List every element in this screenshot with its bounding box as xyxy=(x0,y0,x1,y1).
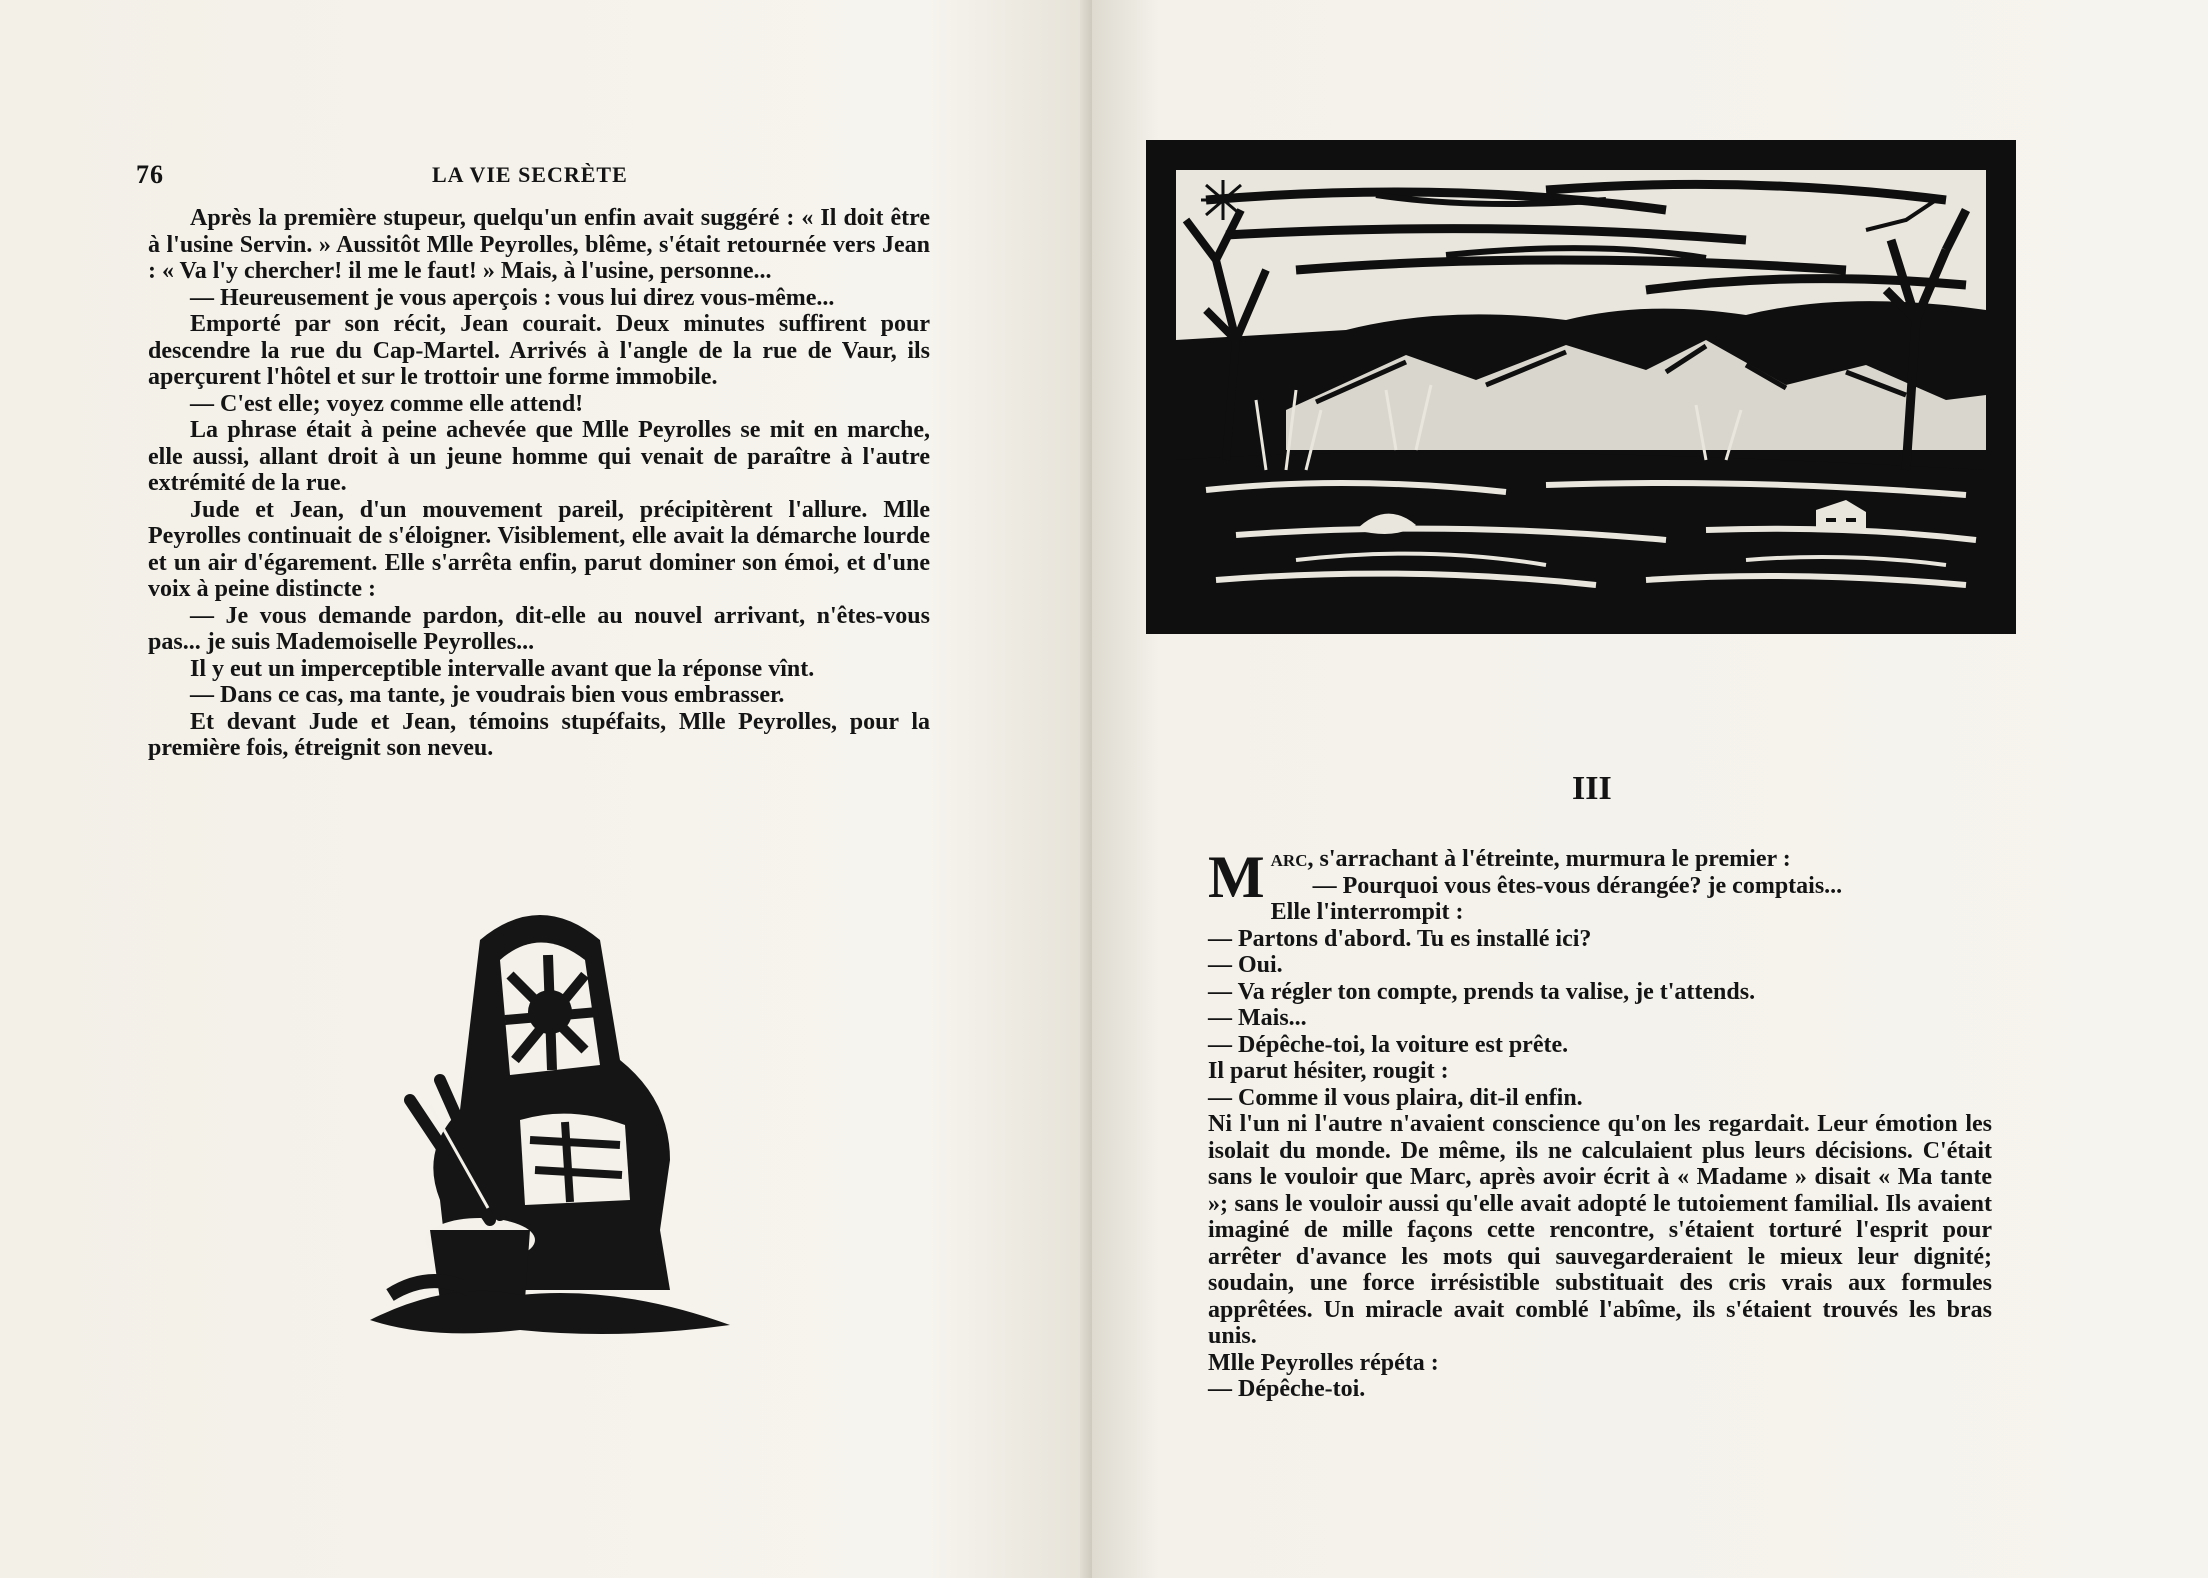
opening-rest: s'arrachant à l'étreinte, murmura le premier : xyxy=(1313,846,1791,872)
paragraph: Il parut hésiter, rougit : xyxy=(1208,1058,1449,1084)
woodcut-landscape xyxy=(1146,140,2016,634)
paragraph: — Je vous demande pardon, dit-elle au nouvel arrivant, n'êtes-vous pas... je suis Mademoiselle Peyrolles... xyxy=(148,602,930,655)
paragraph: Et devant Jude et Jean, témoins stupéfaits, Mlle Peyrolles, pour la première fois, étreignit son neveu. xyxy=(148,708,930,761)
chapter-number: III xyxy=(1572,770,1612,807)
right-text-block xyxy=(1208,846,1992,1403)
paragraph: Mlle Peyrolles répéta : xyxy=(1208,1349,1439,1376)
paragraph: La phrase était à peine achevée que Mlle Peyrolles se mit en marche, elle aussi, allant droit à un jeune homme qui venait de paraître à l'autre extrémité de la rue. xyxy=(148,417,930,496)
paragraph: — Heureusement je vous aperçois : vous lui direz vous-même... xyxy=(190,284,835,311)
paragraph: Il y eut un imperceptible intervalle avant que la réponse vînt. xyxy=(190,655,815,682)
paragraph: — Dépêche-toi. xyxy=(1208,1376,1366,1402)
paragraph: — C'est elle; voyez comme elle attend! xyxy=(190,390,584,417)
paragraph: — Va régler ton compte, prends ta valise, je t'attends. xyxy=(1208,978,1756,1005)
paragraph: — Comme il vous plaira, dit-il enfin. xyxy=(1208,1084,1583,1111)
paragraph: — Dépêche-toi, la voiture est prête. xyxy=(1208,1031,1569,1058)
paragraph: — Partons d'abord. Tu es installé ici? xyxy=(1208,925,1592,952)
left-text-block xyxy=(148,205,930,762)
paragraph: Jude et Jean, d'un mouvement pareil, précipitèrent l'allure. Mlle Peyrolles continuait de s'éloigner. Visiblement, elle avait la démarche lourde et un air d'égarement. Elle s'arrêta enfin, parut dominer son émoi, et d'une voix à peine distincte : xyxy=(148,496,930,602)
page-number: 76 xyxy=(136,160,164,189)
paragraph: Après la première stupeur, quelqu'un enfin avait suggéré : « Il doit être à l'usine Servin. » Aussitôt Mlle Peyrolles, blême, s'était retournée vers Jean : « Va l'y chercher! il me le faut! » Mais, à l'usine, personne... xyxy=(148,205,930,284)
woodcut-chair xyxy=(370,900,740,1340)
paragraph: — Dans ce cas, ma tante, je voudrais bien vous embrasser. xyxy=(190,682,785,708)
drop-cap: M xyxy=(1208,844,1265,910)
paragraph: Ni l'un ni l'autre n'avaient conscience qu'on les regardait. Leur émotion les isolait du monde. De même, ils ne calculaient plus leurs décisions. C'était sans le vouloir que Marc, après avoir écrit à « Madame » disait « Ma tante »; sans le vouloir aussi qu'elle avait adopté le tutoiement familial. Ils avaient imaginé de mille façons cette rencontre, s'étaient torturé l'esprit pour arrêter d'avance les mots qui sauvegarderaient le mieux leur dignité; soudain, une force irrésistible substituait des cris vrais aux formules apprêtées. Un miracle avait comblé l'abîme, ils s'étaient trouvés les bras unis. xyxy=(1208,1111,1992,1349)
running-head: LA VIE SECRÈTE xyxy=(432,162,628,187)
paragraph: Elle l'interrompit : xyxy=(1270,899,1464,925)
paragraph: Emporté par son récit, Jean courait. Deux minutes suffirent pour descendre la rue du Cap-Martel. Arrivés à l'angle de la rue de Vaur, ils aperçurent l'hôtel et sur le trottoir une forme immobile. xyxy=(148,311,930,390)
paragraph: — Mais... xyxy=(1208,1005,1307,1031)
right-paragraphs xyxy=(1208,873,1992,1403)
paragraph: — Pourquoi vous êtes-vous dérangée? je comptais... xyxy=(1312,872,1843,899)
opening-smallcaps: arc, xyxy=(1270,846,1314,872)
paragraph: — Oui. xyxy=(1208,952,1283,978)
left-page xyxy=(0,0,1090,1578)
